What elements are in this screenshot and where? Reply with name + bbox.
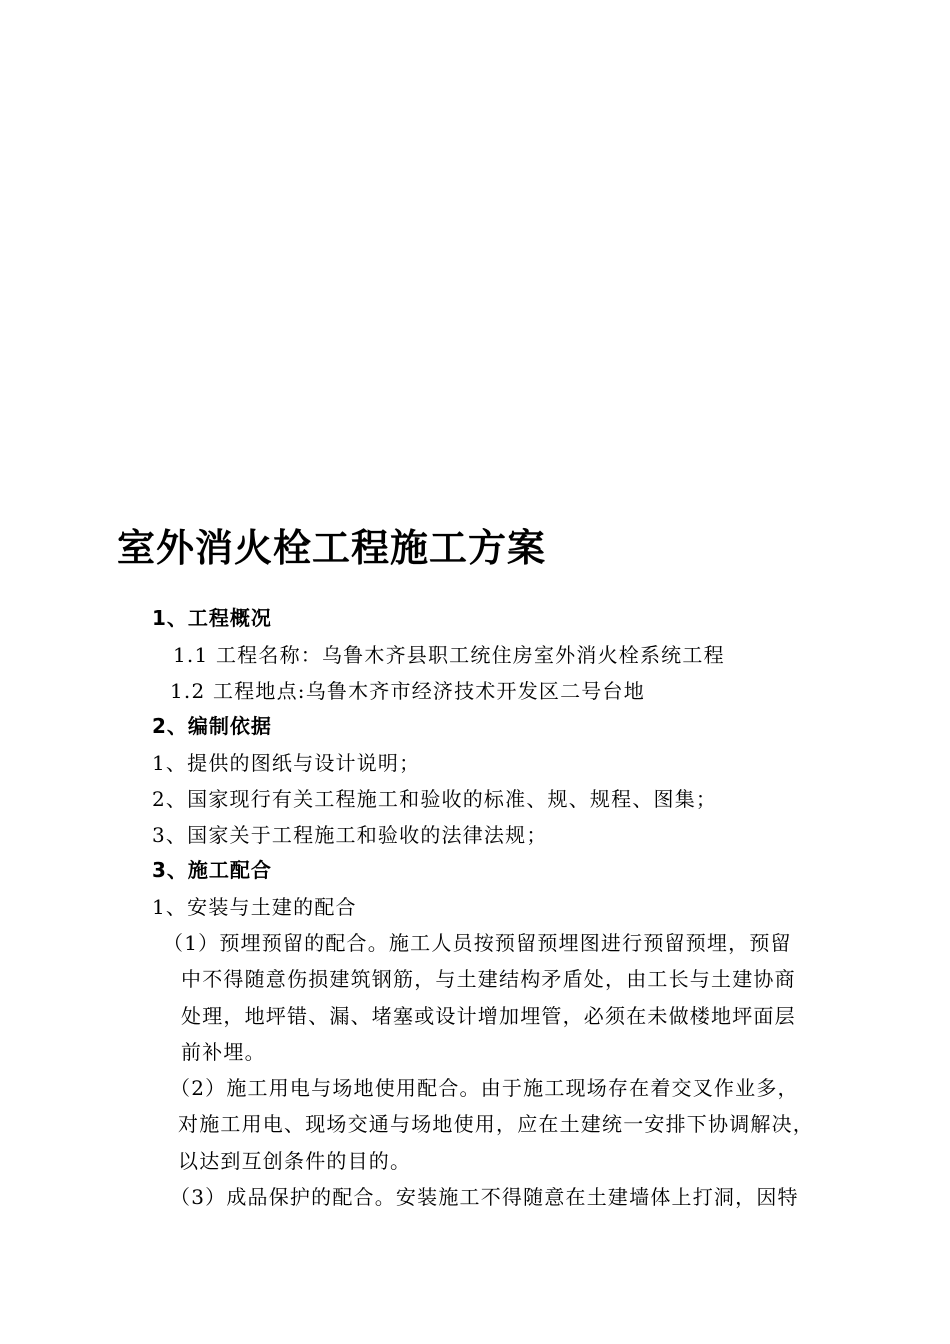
paragraph-1-line-4: 前补埋。	[181, 1040, 266, 1064]
paragraph-1-line-1: （1）预埋预留的配合。施工人员按预留预埋图进行预留预埋，预留	[163, 931, 792, 955]
basis-item-3: 3、国家关于工程施工和验收的法律法规；	[152, 823, 548, 847]
document-title: 室外消火栓工程施工方案	[117, 525, 547, 570]
paragraph-1-line-2: 中不得随意伤损建筑钢筋，与土建结构矛盾处，由工长与土建协商	[181, 967, 796, 991]
basis-item-1: 1、提供的图纸与设计说明；	[152, 751, 421, 775]
project-location-line: 1.2 工程地点:乌鲁木齐市经济技术开发区二号台地	[170, 679, 645, 703]
project-name-line: 1.1 工程名称：乌鲁木齐县职工统住房室外消火栓系统工程	[173, 643, 725, 667]
paragraph-2-line-3: 以达到互创条件的目的。	[178, 1149, 412, 1173]
basis-item-2: 2、国家现行有关工程施工和验收的标准、规、规程、图集；	[152, 787, 718, 811]
section-heading-overview: 1、工程概况	[152, 606, 272, 630]
section-heading-coordination: 3、施工配合	[152, 858, 272, 882]
paragraph-2-line-1: （2）施工用电与场地使用配合。由于施工现场存在着交叉作业多，	[170, 1076, 799, 1100]
paragraph-2-line-2: 对施工用电、现场交通与场地使用，应在土建统一安排下协调解决，	[178, 1112, 814, 1136]
section-heading-basis: 2、编制依据	[152, 714, 272, 738]
paragraph-3-line-1: （3）成品保护的配合。安装施工不得随意在土建墙体上打洞，因特	[170, 1185, 799, 1209]
paragraph-1-line-3: 处理，地坪错、漏、堵塞或设计增加埋管，必须在未做楼地坪面层	[181, 1004, 796, 1028]
coordination-item-1: 1、安装与土建的配合	[152, 895, 357, 919]
